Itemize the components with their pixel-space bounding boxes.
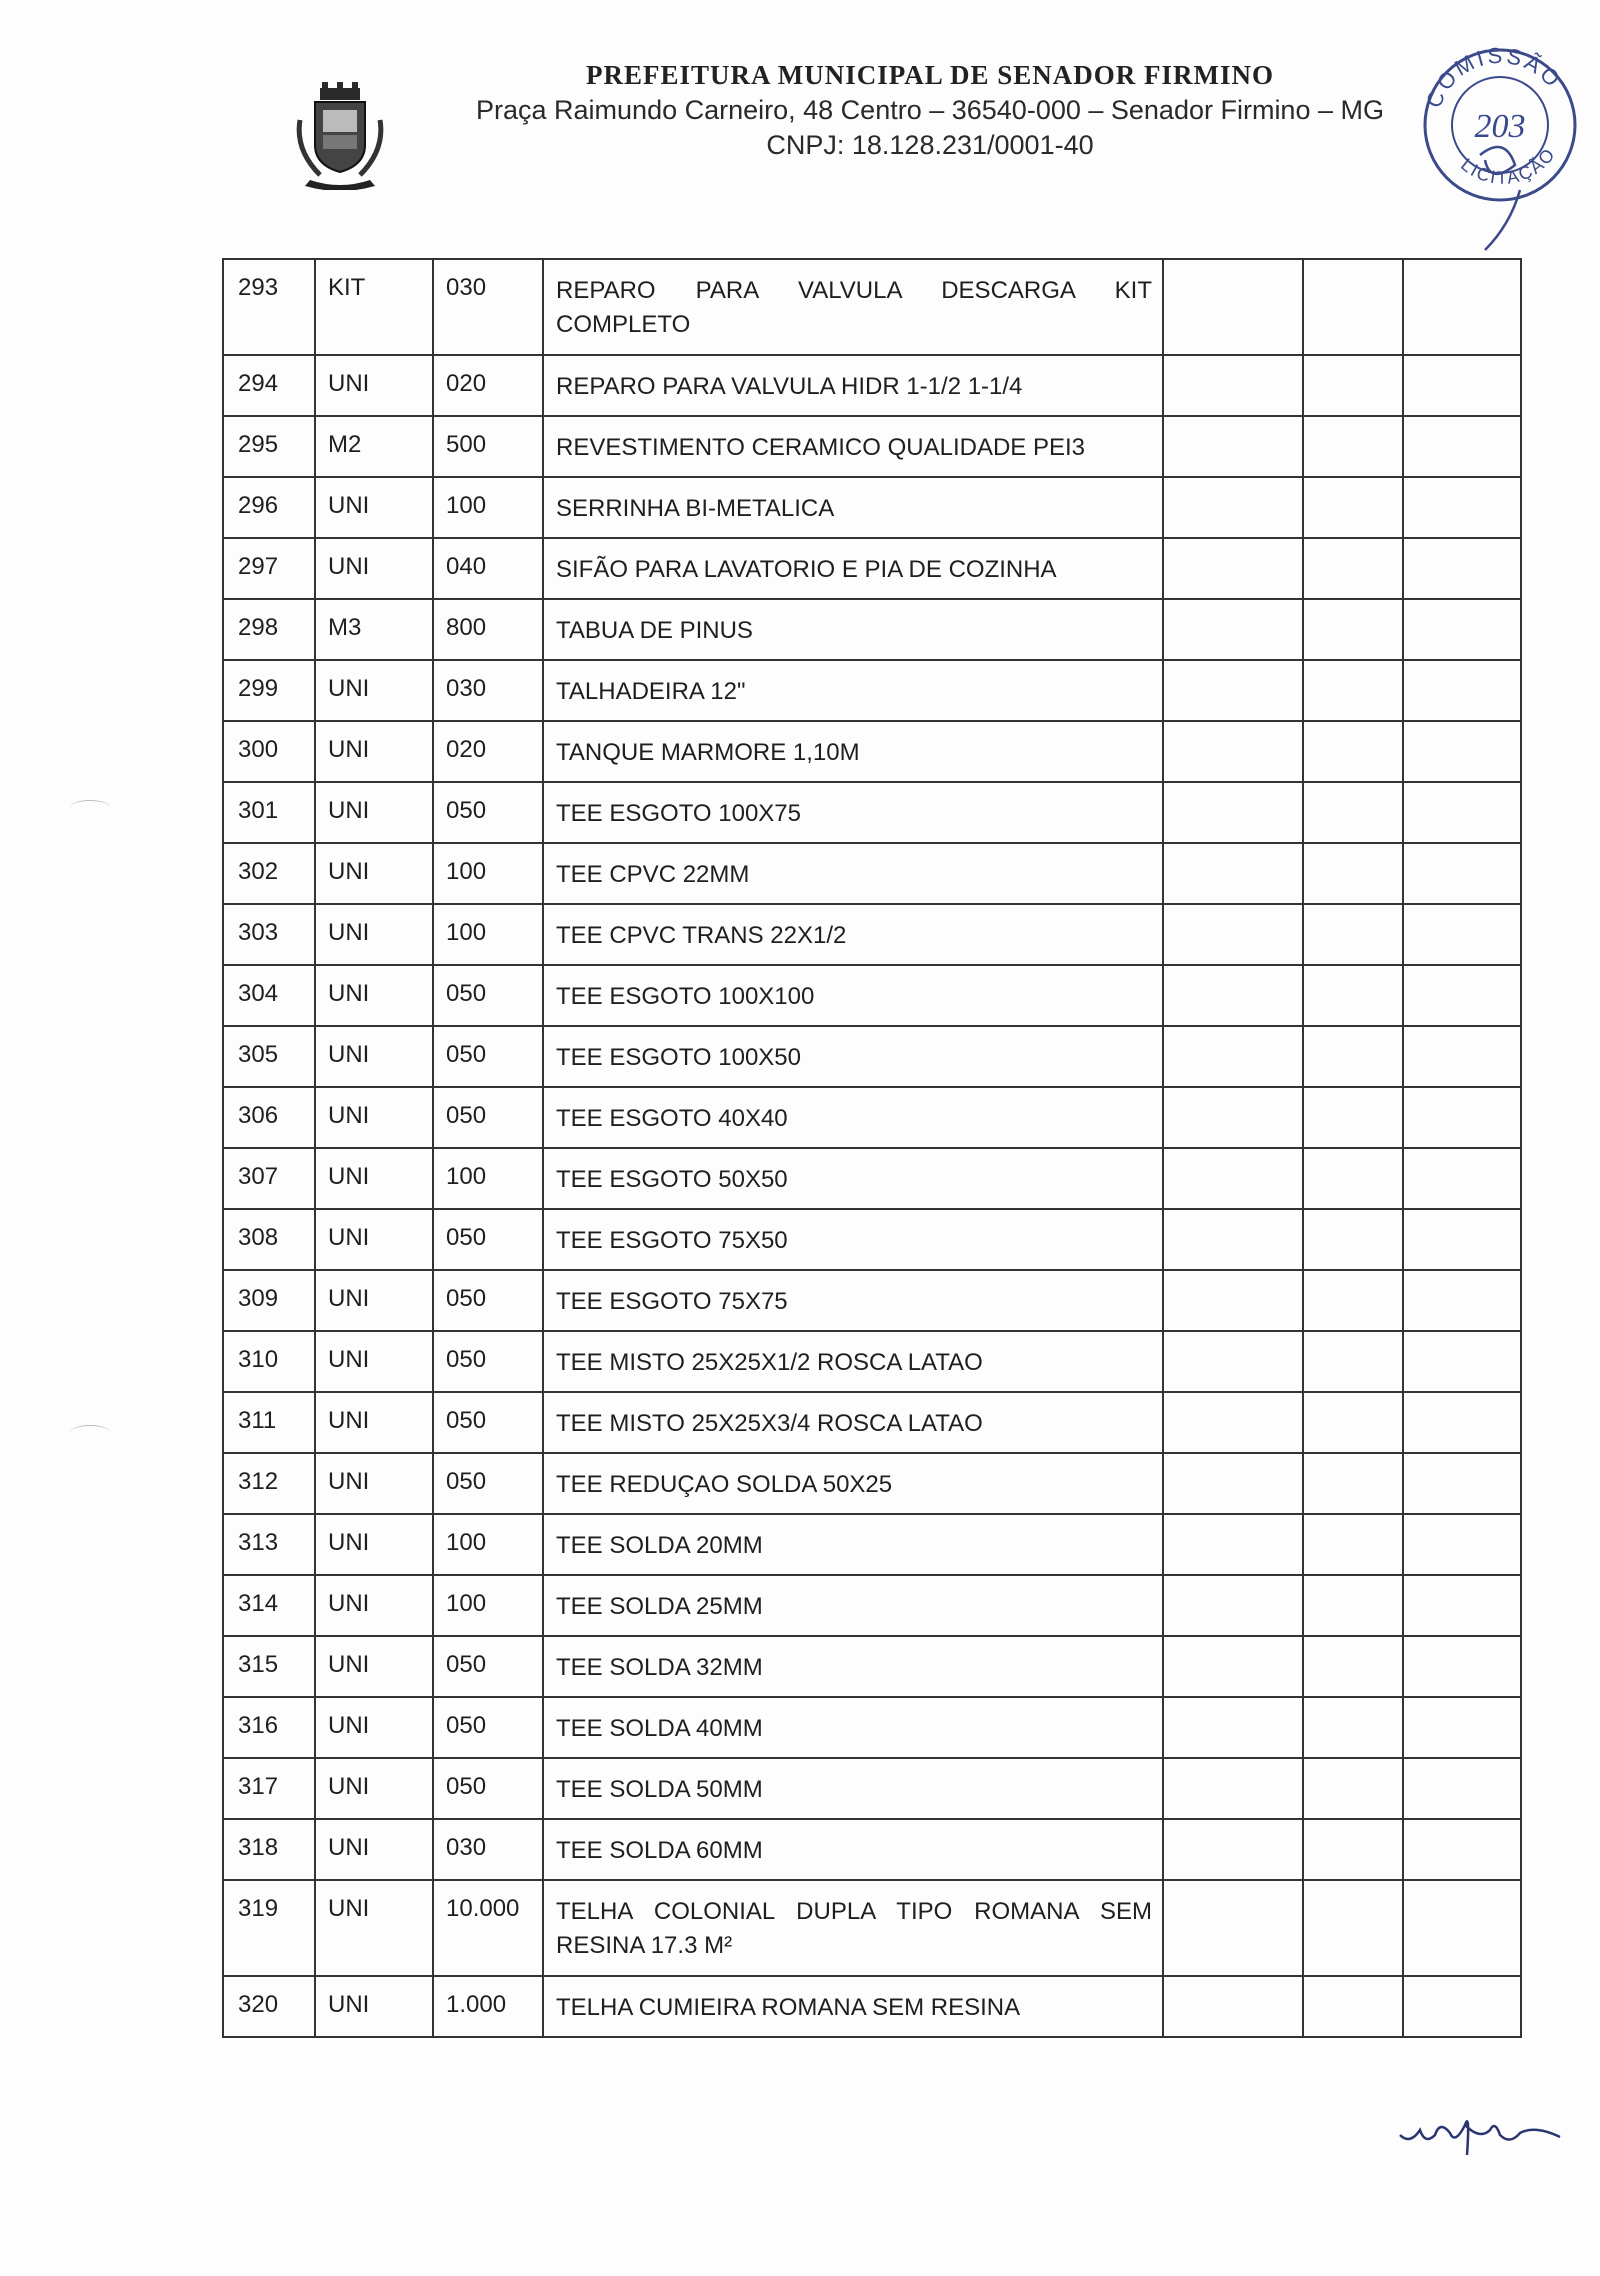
empty-cell-c bbox=[1403, 721, 1521, 782]
item-number: 299 bbox=[223, 660, 315, 721]
quantity-cell: 500 bbox=[433, 416, 543, 477]
empty-cell-a bbox=[1163, 660, 1303, 721]
empty-cell-b bbox=[1303, 538, 1403, 599]
table-row bbox=[223, 904, 1521, 965]
signature-icon bbox=[1395, 2085, 1565, 2165]
empty-cell-b bbox=[1303, 1976, 1403, 2037]
empty-cell-a bbox=[1163, 782, 1303, 843]
items-table bbox=[222, 258, 1522, 2038]
item-number: 293 bbox=[223, 259, 315, 355]
empty-cell-a bbox=[1163, 965, 1303, 1026]
unit-cell: UNI bbox=[315, 1880, 433, 1976]
item-number: 317 bbox=[223, 1758, 315, 1819]
scan-mark bbox=[70, 800, 110, 815]
empty-cell-c bbox=[1403, 1819, 1521, 1880]
empty-cell-a bbox=[1163, 1976, 1303, 2037]
empty-cell-c bbox=[1403, 477, 1521, 538]
quantity-cell: 100 bbox=[433, 1148, 543, 1209]
table-row bbox=[223, 1514, 1521, 1575]
quantity-cell: 050 bbox=[433, 1636, 543, 1697]
empty-cell-c bbox=[1403, 599, 1521, 660]
empty-cell-b bbox=[1303, 599, 1403, 660]
description-cell: TANQUE MARMORE 1,10M bbox=[543, 721, 1163, 782]
empty-cell-c bbox=[1403, 1697, 1521, 1758]
empty-cell-a bbox=[1163, 259, 1303, 355]
table-row bbox=[223, 1697, 1521, 1758]
description-cell: SERRINHA BI-METALICA bbox=[543, 477, 1163, 538]
unit-cell: UNI bbox=[315, 1575, 433, 1636]
empty-cell-a bbox=[1163, 477, 1303, 538]
commission-stamp-icon bbox=[1410, 25, 1580, 255]
description-cell: TEE ESGOTO 75X75 bbox=[543, 1270, 1163, 1331]
empty-cell-c bbox=[1403, 1453, 1521, 1514]
unit-cell: UNI bbox=[315, 1392, 433, 1453]
description-cell: TEE ESGOTO 75X50 bbox=[543, 1209, 1163, 1270]
description-cell: TEE SOLDA 50MM bbox=[543, 1758, 1163, 1819]
empty-cell-c bbox=[1403, 1026, 1521, 1087]
item-number: 308 bbox=[223, 1209, 315, 1270]
empty-cell-a bbox=[1163, 1026, 1303, 1087]
empty-cell-a bbox=[1163, 355, 1303, 416]
table-row bbox=[223, 1392, 1521, 1453]
description-cell: TEE ESGOTO 100X100 bbox=[543, 965, 1163, 1026]
quantity-cell: 050 bbox=[433, 1331, 543, 1392]
unit-cell: UNI bbox=[315, 1331, 433, 1392]
empty-cell-c bbox=[1403, 1575, 1521, 1636]
quantity-cell: 800 bbox=[433, 599, 543, 660]
description-cell: TALHADEIRA 12" bbox=[543, 660, 1163, 721]
empty-cell-c bbox=[1403, 843, 1521, 904]
quantity-cell: 020 bbox=[433, 721, 543, 782]
empty-cell-a bbox=[1163, 1514, 1303, 1575]
table-row bbox=[223, 1270, 1521, 1331]
table-row bbox=[223, 1819, 1521, 1880]
unit-cell: UNI bbox=[315, 904, 433, 965]
unit-cell: UNI bbox=[315, 1148, 433, 1209]
table-row bbox=[223, 1453, 1521, 1514]
table-row bbox=[223, 660, 1521, 721]
quantity-cell: 050 bbox=[433, 1697, 543, 1758]
table-row bbox=[223, 721, 1521, 782]
empty-cell-b bbox=[1303, 1392, 1403, 1453]
description-cell: TEE ESGOTO 50X50 bbox=[543, 1148, 1163, 1209]
empty-cell-b bbox=[1303, 1453, 1403, 1514]
quantity-cell: 030 bbox=[433, 259, 543, 355]
empty-cell-b bbox=[1303, 843, 1403, 904]
quantity-cell: 050 bbox=[433, 1758, 543, 1819]
empty-cell-a bbox=[1163, 1880, 1303, 1976]
empty-cell-b bbox=[1303, 259, 1403, 355]
empty-cell-c bbox=[1403, 538, 1521, 599]
empty-cell-c bbox=[1403, 1270, 1521, 1331]
table-row bbox=[223, 1976, 1521, 2037]
empty-cell-c bbox=[1403, 1331, 1521, 1392]
item-number: 295 bbox=[223, 416, 315, 477]
item-number: 319 bbox=[223, 1880, 315, 1976]
table-row bbox=[223, 1758, 1521, 1819]
unit-cell: UNI bbox=[315, 1087, 433, 1148]
unit-cell: UNI bbox=[315, 1636, 433, 1697]
empty-cell-a bbox=[1163, 538, 1303, 599]
unit-cell: UNI bbox=[315, 538, 433, 599]
table-row bbox=[223, 599, 1521, 660]
unit-cell: UNI bbox=[315, 965, 433, 1026]
table-row bbox=[223, 1026, 1521, 1087]
empty-cell-b bbox=[1303, 1087, 1403, 1148]
unit-cell: UNI bbox=[315, 843, 433, 904]
empty-cell-c bbox=[1403, 1148, 1521, 1209]
description-cell: TEE ESGOTO 40X40 bbox=[543, 1087, 1163, 1148]
quantity-cell: 030 bbox=[433, 660, 543, 721]
quantity-cell: 040 bbox=[433, 538, 543, 599]
empty-cell-a bbox=[1163, 599, 1303, 660]
description-cell: TEE CPVC TRANS 22X1/2 bbox=[543, 904, 1163, 965]
description-cell: REVESTIMENTO CERAMICO QUALIDADE PEI3 bbox=[543, 416, 1163, 477]
quantity-cell: 10.000 bbox=[433, 1880, 543, 1976]
table-row bbox=[223, 416, 1521, 477]
table-row bbox=[223, 843, 1521, 904]
organization-name: PREFEITURA MUNICIPAL DE SENADOR FIRMINO bbox=[585, 60, 1275, 90]
unit-cell: UNI bbox=[315, 1697, 433, 1758]
empty-cell-b bbox=[1303, 1758, 1403, 1819]
unit-cell: UNI bbox=[315, 1209, 433, 1270]
unit-cell: UNI bbox=[315, 1758, 433, 1819]
empty-cell-c bbox=[1403, 904, 1521, 965]
table-row bbox=[223, 355, 1521, 416]
unit-cell: KIT bbox=[315, 259, 433, 355]
unit-cell: M2 bbox=[315, 416, 433, 477]
item-number: 304 bbox=[223, 965, 315, 1026]
table-row bbox=[223, 1148, 1521, 1209]
table-row bbox=[223, 1087, 1521, 1148]
quantity-cell: 100 bbox=[433, 843, 543, 904]
empty-cell-b bbox=[1303, 660, 1403, 721]
item-number: 306 bbox=[223, 1087, 315, 1148]
unit-cell: UNI bbox=[315, 1026, 433, 1087]
quantity-cell: 050 bbox=[433, 1392, 543, 1453]
stamp-top-text: COMISSÃO bbox=[1420, 42, 1567, 112]
table-row bbox=[223, 782, 1521, 843]
item-number: 300 bbox=[223, 721, 315, 782]
empty-cell-b bbox=[1303, 477, 1403, 538]
item-number: 301 bbox=[223, 782, 315, 843]
empty-cell-b bbox=[1303, 1026, 1403, 1087]
description-cell: TEE SOLDA 25MM bbox=[543, 1575, 1163, 1636]
description-cell: TABUA DE PINUS bbox=[543, 599, 1163, 660]
item-number: 315 bbox=[223, 1636, 315, 1697]
description-cell: TEE ESGOTO 100X75 bbox=[543, 782, 1163, 843]
quantity-cell: 030 bbox=[433, 1819, 543, 1880]
unit-cell: UNI bbox=[315, 355, 433, 416]
coat-of-arms-icon bbox=[290, 80, 390, 190]
item-number: 305 bbox=[223, 1026, 315, 1087]
unit-cell: UNI bbox=[315, 660, 433, 721]
description-cell: TEE SOLDA 60MM bbox=[543, 1819, 1163, 1880]
quantity-cell: 050 bbox=[433, 1453, 543, 1514]
empty-cell-c bbox=[1403, 1392, 1521, 1453]
empty-cell-b bbox=[1303, 904, 1403, 965]
empty-cell-a bbox=[1163, 843, 1303, 904]
description-cell: TEE CPVC 22MM bbox=[543, 843, 1163, 904]
table-row bbox=[223, 1636, 1521, 1697]
empty-cell-c bbox=[1403, 1976, 1521, 2037]
item-number: 312 bbox=[223, 1453, 315, 1514]
quantity-cell: 100 bbox=[433, 1575, 543, 1636]
empty-cell-a bbox=[1163, 416, 1303, 477]
empty-cell-b bbox=[1303, 721, 1403, 782]
empty-cell-b bbox=[1303, 355, 1403, 416]
empty-cell-b bbox=[1303, 1697, 1403, 1758]
item-number: 320 bbox=[223, 1976, 315, 2037]
item-number: 294 bbox=[223, 355, 315, 416]
description-cell: TEE SOLDA 20MM bbox=[543, 1514, 1163, 1575]
empty-cell-b bbox=[1303, 1819, 1403, 1880]
description-cell: TEE MISTO 25X25X3/4 ROSCA LATAO bbox=[543, 1392, 1163, 1453]
item-number: 307 bbox=[223, 1148, 315, 1209]
item-number: 297 bbox=[223, 538, 315, 599]
empty-cell-c bbox=[1403, 1514, 1521, 1575]
quantity-cell: 050 bbox=[433, 1270, 543, 1331]
empty-cell-a bbox=[1163, 1636, 1303, 1697]
description-cell: TELHA CUMIEIRA ROMANA SEM RESINA bbox=[543, 1976, 1163, 2037]
table-row bbox=[223, 1575, 1521, 1636]
empty-cell-a bbox=[1163, 1087, 1303, 1148]
quantity-cell: 100 bbox=[433, 1514, 543, 1575]
unit-cell: UNI bbox=[315, 1514, 433, 1575]
empty-cell-b bbox=[1303, 1575, 1403, 1636]
empty-cell-a bbox=[1163, 1331, 1303, 1392]
empty-cell-a bbox=[1163, 1209, 1303, 1270]
svg-text:LICITAÇÃO bbox=[1457, 144, 1560, 188]
table-row bbox=[223, 1209, 1521, 1270]
unit-cell: M3 bbox=[315, 599, 433, 660]
quantity-cell: 050 bbox=[433, 1087, 543, 1148]
empty-cell-b bbox=[1303, 1148, 1403, 1209]
quantity-cell: 050 bbox=[433, 1209, 543, 1270]
empty-cell-c bbox=[1403, 1880, 1521, 1976]
empty-cell-b bbox=[1303, 1636, 1403, 1697]
empty-cell-b bbox=[1303, 1270, 1403, 1331]
unit-cell: UNI bbox=[315, 1453, 433, 1514]
letterhead bbox=[440, 60, 1420, 161]
empty-cell-b bbox=[1303, 416, 1403, 477]
item-number: 316 bbox=[223, 1697, 315, 1758]
description-cell: TEE ESGOTO 100X50 bbox=[543, 1026, 1163, 1087]
empty-cell-b bbox=[1303, 1514, 1403, 1575]
quantity-cell: 050 bbox=[433, 782, 543, 843]
table-row bbox=[223, 538, 1521, 599]
item-number: 313 bbox=[223, 1514, 315, 1575]
empty-cell-c bbox=[1403, 782, 1521, 843]
empty-cell-c bbox=[1403, 965, 1521, 1026]
empty-cell-a bbox=[1163, 1453, 1303, 1514]
stamp-bottom-text: LICITAÇÃO bbox=[1457, 143, 1560, 188]
quantity-cell: 050 bbox=[433, 1026, 543, 1087]
item-number: 309 bbox=[223, 1270, 315, 1331]
table-row bbox=[223, 1331, 1521, 1392]
empty-cell-a bbox=[1163, 904, 1303, 965]
organization-address: Praça Raimundo Carneiro, 48 Centro – 36540-000 – Senador Firmino – MG bbox=[476, 95, 1384, 125]
table-row bbox=[223, 477, 1521, 538]
description-cell: TEE SOLDA 32MM bbox=[543, 1636, 1163, 1697]
unit-cell: UNI bbox=[315, 1270, 433, 1331]
unit-cell: UNI bbox=[315, 782, 433, 843]
unit-cell: UNI bbox=[315, 721, 433, 782]
description-cell: TEE MISTO 25X25X1/2 ROSCA LATAO bbox=[543, 1331, 1163, 1392]
empty-cell-a bbox=[1163, 721, 1303, 782]
description-cell: SIFÃO PARA LAVATORIO E PIA DE COZINHA bbox=[543, 538, 1163, 599]
description-cell: REPARO PARA VALVULA DESCARGA KIT COMPLETO bbox=[543, 259, 1163, 355]
description-cell: TEE SOLDA 40MM bbox=[543, 1697, 1163, 1758]
empty-cell-b bbox=[1303, 782, 1403, 843]
empty-cell-c bbox=[1403, 416, 1521, 477]
item-number: 296 bbox=[223, 477, 315, 538]
empty-cell-a bbox=[1163, 1819, 1303, 1880]
item-number: 318 bbox=[223, 1819, 315, 1880]
quantity-cell: 1.000 bbox=[433, 1976, 543, 2037]
quantity-cell: 100 bbox=[433, 477, 543, 538]
unit-cell: UNI bbox=[315, 1819, 433, 1880]
empty-cell-b bbox=[1303, 965, 1403, 1026]
item-number: 303 bbox=[223, 904, 315, 965]
item-number: 310 bbox=[223, 1331, 315, 1392]
table-row bbox=[223, 1880, 1521, 1976]
empty-cell-a bbox=[1163, 1758, 1303, 1819]
description-cell: TEE REDUÇAO SOLDA 50X25 bbox=[543, 1453, 1163, 1514]
table-row bbox=[223, 965, 1521, 1026]
empty-cell-b bbox=[1303, 1209, 1403, 1270]
empty-cell-c bbox=[1403, 660, 1521, 721]
empty-cell-c bbox=[1403, 1087, 1521, 1148]
table-row bbox=[223, 259, 1521, 355]
empty-cell-a bbox=[1163, 1270, 1303, 1331]
empty-cell-c bbox=[1403, 1758, 1521, 1819]
item-number: 311 bbox=[223, 1392, 315, 1453]
unit-cell: UNI bbox=[315, 1976, 433, 2037]
quantity-cell: 020 bbox=[433, 355, 543, 416]
description-cell: TELHA COLONIAL DUPLA TIPO ROMANA SEM RESINA 17.3 M² bbox=[543, 1880, 1163, 1976]
empty-cell-a bbox=[1163, 1575, 1303, 1636]
empty-cell-b bbox=[1303, 1880, 1403, 1976]
empty-cell-c bbox=[1403, 1636, 1521, 1697]
scan-mark bbox=[70, 1425, 110, 1440]
items-table-container bbox=[222, 258, 1520, 2038]
empty-cell-b bbox=[1303, 1331, 1403, 1392]
empty-cell-a bbox=[1163, 1392, 1303, 1453]
empty-cell-a bbox=[1163, 1697, 1303, 1758]
item-number: 302 bbox=[223, 843, 315, 904]
empty-cell-a bbox=[1163, 1148, 1303, 1209]
empty-cell-c bbox=[1403, 259, 1521, 355]
empty-cell-c bbox=[1403, 355, 1521, 416]
quantity-cell: 050 bbox=[433, 965, 543, 1026]
organization-cnpj: CNPJ: 18.128.231/0001-40 bbox=[766, 130, 1094, 160]
quantity-cell: 100 bbox=[433, 904, 543, 965]
description-cell: REPARO PARA VALVULA HIDR 1-1/2 1-1/4 bbox=[543, 355, 1163, 416]
item-number: 298 bbox=[223, 599, 315, 660]
unit-cell: UNI bbox=[315, 477, 433, 538]
stamp-number: 203 bbox=[1474, 108, 1526, 145]
empty-cell-c bbox=[1403, 1209, 1521, 1270]
item-number: 314 bbox=[223, 1575, 315, 1636]
